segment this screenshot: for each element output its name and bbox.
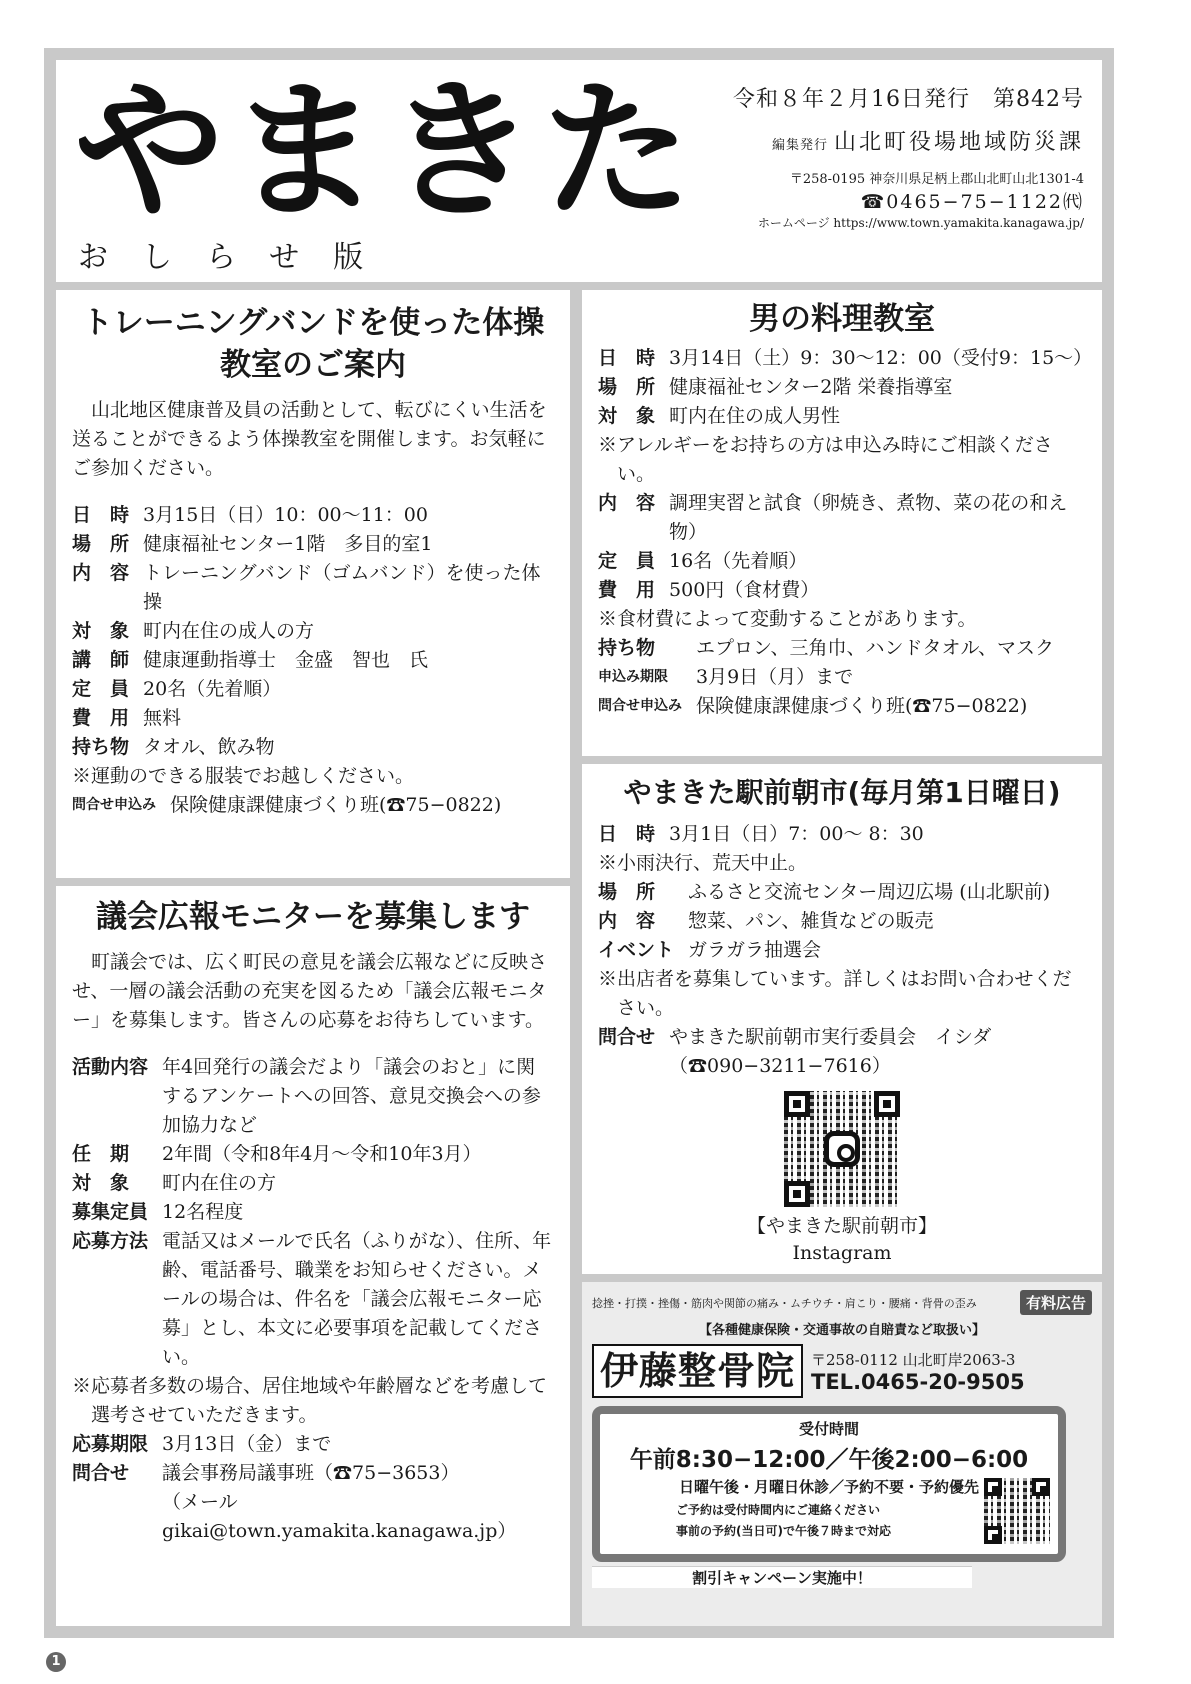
info-key: 場 所 — [598, 376, 656, 398]
info-value: 議会事務局議事班（☎75−3653） — [162, 1462, 460, 1484]
info-key: 対 象 — [72, 620, 130, 642]
info-row — [598, 547, 1086, 576]
ad-hours-label: 受付時間 — [798, 1420, 859, 1438]
info-row — [598, 907, 1050, 936]
ad-reserve-note: ご予約は受付時間内にご連絡ください — [676, 1503, 881, 1517]
info-key: 任 期 — [72, 1143, 130, 1165]
info-value: 3月14日（土）9：30～12：00（受付9：15～） — [669, 347, 1093, 369]
publisher-address: 〒258-0195 神奈川県足柄上郡山北町山北1301-4 — [789, 172, 1084, 187]
info-row — [72, 1053, 554, 1140]
contact-value: やまきた駅前朝市実行委員会 イシダ（☎090−3211−7616） — [669, 1026, 992, 1077]
info-row — [72, 704, 554, 733]
qr-finder-pattern — [784, 1091, 810, 1117]
article-cooking-class — [582, 290, 1102, 756]
ad-qr-code[interactable] — [984, 1478, 1050, 1544]
info-key: 活動内容 — [72, 1056, 149, 1078]
info-key: 内 容 — [72, 562, 130, 584]
qr-caption-service: Instagram — [792, 1242, 892, 1264]
info-value: 町内在住の方 — [162, 1172, 277, 1194]
info-value: 電話又はメールで氏名（ふりがな）、住所、年齢、電話番号、職業をお知らせください。メールの場合は、件名を「議会広報モニター応募」とし、本文に必要事項を記載してください。 — [162, 1230, 552, 1368]
contact-row — [72, 791, 501, 820]
info-row — [598, 489, 1086, 547]
qr-caption-title: 【やまきた駅前朝市】 — [746, 1215, 937, 1237]
info-value: タオル、飲み物 — [143, 736, 275, 758]
info-key: 費 用 — [72, 707, 130, 729]
article-title: 男の料理教室 — [749, 301, 935, 337]
info-key: 場 所 — [72, 533, 130, 555]
info-key: 問合せ — [72, 1462, 130, 1484]
info-key: 対 象 — [72, 1172, 130, 1194]
publisher-tel: ☎0465−75−1122㈹ — [860, 191, 1084, 213]
contact-table — [598, 1023, 1086, 1081]
info-row — [598, 878, 1050, 907]
ad-hours: 午前8:30−12:00／午後2:00−6:00 — [629, 1447, 1029, 1473]
newsletter-logo: やまきた — [74, 63, 699, 239]
qr-finder-pattern — [784, 1181, 810, 1207]
newsletter-subtitle: おしらせ版 — [78, 240, 398, 275]
article-note: ※出店者を募集しています。詳しくはお問い合わせください。 — [598, 968, 1072, 1019]
info-value: 町内在住の成人の方 — [143, 620, 315, 642]
ad-business — [592, 1344, 1092, 1398]
info-row — [72, 501, 554, 530]
info-table — [72, 501, 554, 762]
article-exercise-class — [56, 290, 570, 878]
info-key: 持ち物 — [72, 736, 130, 758]
info-row — [72, 646, 554, 675]
info-key: 費 用 — [598, 579, 656, 601]
issue-date: 令和８年２月16日発行 第842号 — [733, 87, 1084, 112]
info-row — [598, 344, 1086, 373]
info-value: 3月1日（日）7：00～ 8：30 — [669, 823, 924, 845]
info-value: 3月9日（月）まで — [696, 666, 854, 688]
ad-address: 〒258-0112 山北町岸2063-3 — [811, 1350, 1016, 1369]
info-value: 町内在住の成人男性 — [669, 405, 841, 427]
instagram-icon — [824, 1131, 860, 1167]
info-key — [72, 1488, 162, 1546]
info-row — [598, 576, 1086, 605]
info-value: 調理実習と試食（卵焼き、煮物、菜の花の和え物） — [669, 492, 1068, 543]
info-value: 惣菜、パン、雑貨などの販売 — [688, 910, 934, 932]
info-value: 500円（食材費） — [669, 579, 820, 601]
ad-services: 捻挫・打撲・挫傷・筋肉や関節の痛み・ムチウチ・肩こり・腰痛・背骨の歪み — [592, 1296, 977, 1310]
homepage-link[interactable]: ホームページ https://www.town.yamakita.kanagawa.jp/ — [757, 216, 1084, 230]
info-value: 16名（先着順） — [669, 550, 808, 572]
info-row — [598, 663, 1054, 692]
contact-row — [598, 1023, 1086, 1081]
contact-table — [72, 791, 501, 820]
ad-insurance: 【各種健康保険・交通事故の自賠責など取扱い】 — [698, 1323, 985, 1338]
info-row — [72, 1169, 554, 1198]
article-title: トレーニングバンドを使った体操教室のご案内 — [81, 305, 545, 383]
ad-hours-box — [592, 1406, 1066, 1562]
ad-reserve-note: 事前の予約(当日可)で午後７時まで対応 — [676, 1524, 891, 1538]
instagram-qr-code[interactable] — [784, 1091, 900, 1207]
info-key: 内 容 — [598, 492, 656, 514]
info-value: ふるさと交流センター周辺広場 (山北駅前) — [688, 881, 1051, 903]
info-row — [72, 675, 554, 704]
info-key: 日 時 — [598, 347, 656, 369]
publisher — [724, 125, 1084, 156]
publisher-label: 編集発行 — [771, 138, 828, 153]
masthead — [56, 60, 1102, 282]
info-value: 2年間（令和8年4月～令和10年3月） — [162, 1143, 482, 1165]
info-row — [72, 530, 554, 559]
info-key: 日 時 — [72, 504, 130, 526]
info-row — [598, 820, 924, 849]
paid-advertisement — [582, 1282, 1102, 1626]
info-key: 対 象 — [598, 405, 656, 427]
article-note: ※アレルギーをお持ちの方は申込み時にご相談ください。 — [598, 434, 1053, 485]
info-table — [598, 489, 1086, 605]
info-row — [72, 733, 554, 762]
info-row — [598, 402, 1086, 431]
info-row — [72, 1459, 554, 1488]
article-note: ※応募者多数の場合、居住地域や年齢層などを考慮して選考させていただきます。 — [72, 1375, 548, 1426]
contact-value: 保険健康課健康づくり班(☎75−0822) — [170, 794, 502, 816]
info-key: 持ち物 — [598, 637, 656, 659]
info-value: 年4回発行の議会だより「議会のおと」に関するアンケートへの回答、意見交換会への参加協力など — [162, 1056, 541, 1136]
info-value: 保険健康課健康づくり班(☎75−0822) — [696, 695, 1028, 717]
article-title: 議会広報モニターを募集します — [96, 899, 530, 935]
info-key: 応募期限 — [72, 1433, 149, 1455]
info-row — [72, 559, 554, 617]
info-key: 講 師 — [72, 649, 130, 671]
info-value: 健康福祉センター2階 栄養指導室 — [669, 376, 953, 398]
info-row — [598, 634, 1054, 663]
info-table — [598, 344, 1093, 431]
info-table — [598, 634, 1054, 721]
ad-header — [592, 1290, 1092, 1315]
contact-key: 問合せ — [598, 1026, 656, 1048]
ad-badge: 有料広告 — [1020, 1290, 1092, 1315]
info-table — [598, 878, 1050, 965]
info-row — [72, 1488, 554, 1546]
issue-info — [724, 82, 1084, 231]
qr-finder-pattern — [874, 1091, 900, 1117]
info-value: 12名程度 — [162, 1201, 244, 1223]
info-table — [598, 820, 924, 849]
article-note: ※小雨決行、荒天中止。 — [598, 852, 808, 874]
ad-business-name: 伊藤整骨院 — [592, 1344, 803, 1398]
info-value: 20名（先着順） — [143, 678, 282, 700]
qr-finder-pattern — [984, 1478, 1002, 1496]
info-key: 内 容 — [598, 910, 656, 932]
info-value: トレーニングバンド（ゴムバンド）を使った体操 — [143, 562, 541, 613]
info-key: 応募方法 — [72, 1230, 149, 1252]
info-key: 募集定員 — [72, 1201, 149, 1223]
article-note: ※運動のできる服装でお越しください。 — [72, 765, 415, 787]
info-row — [598, 692, 1054, 721]
info-table — [72, 1053, 554, 1372]
info-value: エプロン、三角巾、ハンドタオル、マスク — [696, 637, 1054, 659]
qr-finder-pattern — [1032, 1478, 1050, 1496]
article-note: ※食材費によって変動することがあります。 — [598, 608, 977, 630]
info-row — [72, 1430, 554, 1459]
info-row — [598, 936, 1050, 965]
info-key: 申込み期限 — [598, 669, 668, 685]
info-value: 健康運動指導士 金盛 智也 氏 — [143, 649, 429, 671]
article-morning-market — [582, 764, 1102, 1274]
contact-email[interactable]: （メール gikai@town.yamakita.kanagawa.jp） — [162, 1491, 517, 1542]
article-council-monitor — [56, 886, 570, 1626]
publisher-dept: 山北町役場地域防災課 — [833, 130, 1084, 155]
info-value: 3月15日（日）10：00～11：00 — [143, 504, 428, 526]
info-key: 問合せ申込み — [598, 698, 682, 714]
info-table — [72, 1430, 554, 1546]
ad-closed-days: 日曜午後・月曜日休診／予約不要・予約優先 — [678, 1478, 979, 1496]
article-title: やまきた駅前朝市(毎月第1日曜日) — [623, 776, 1061, 809]
page-number: 1 — [46, 1652, 66, 1672]
info-value: 3月13日（金）まで — [162, 1433, 332, 1455]
info-value: 無料 — [143, 707, 182, 729]
info-key: 日 時 — [598, 823, 656, 845]
info-key: 定 員 — [72, 678, 130, 700]
article-intro: 町議会では、広く町民の意見を議会広報などに反映させ、一層の議会活動の充実を図るため「議会広報モニター」を募集します。皆さんの応募をお待ちしています。 — [72, 951, 548, 1031]
contact-key: 問合せ申込み — [72, 797, 156, 813]
info-key: 定 員 — [598, 550, 656, 572]
info-row — [72, 617, 554, 646]
info-key: イベント — [598, 939, 675, 961]
article-intro: 山北地区健康普及員の活動として、転びにくい生活を送ることができるよう体操教室を開催します。お気軽にご参加ください。 — [72, 399, 547, 479]
ad-contact — [803, 1349, 1025, 1394]
info-row — [72, 1140, 554, 1169]
info-row — [72, 1198, 554, 1227]
ad-campaign: 割引キャンペーン実施中！ — [592, 1566, 972, 1588]
info-row — [598, 373, 1086, 402]
info-value: ガラガラ抽選会 — [688, 939, 822, 961]
qr-caption — [598, 1213, 1086, 1267]
ad-tel: TEL.0465-20-9505 — [811, 1369, 1025, 1394]
info-row — [72, 1227, 554, 1372]
qr-finder-pattern — [984, 1526, 1002, 1544]
info-key: 場 所 — [598, 881, 656, 903]
info-value: 健康福祉センター1階 多目的室1 — [143, 533, 433, 555]
